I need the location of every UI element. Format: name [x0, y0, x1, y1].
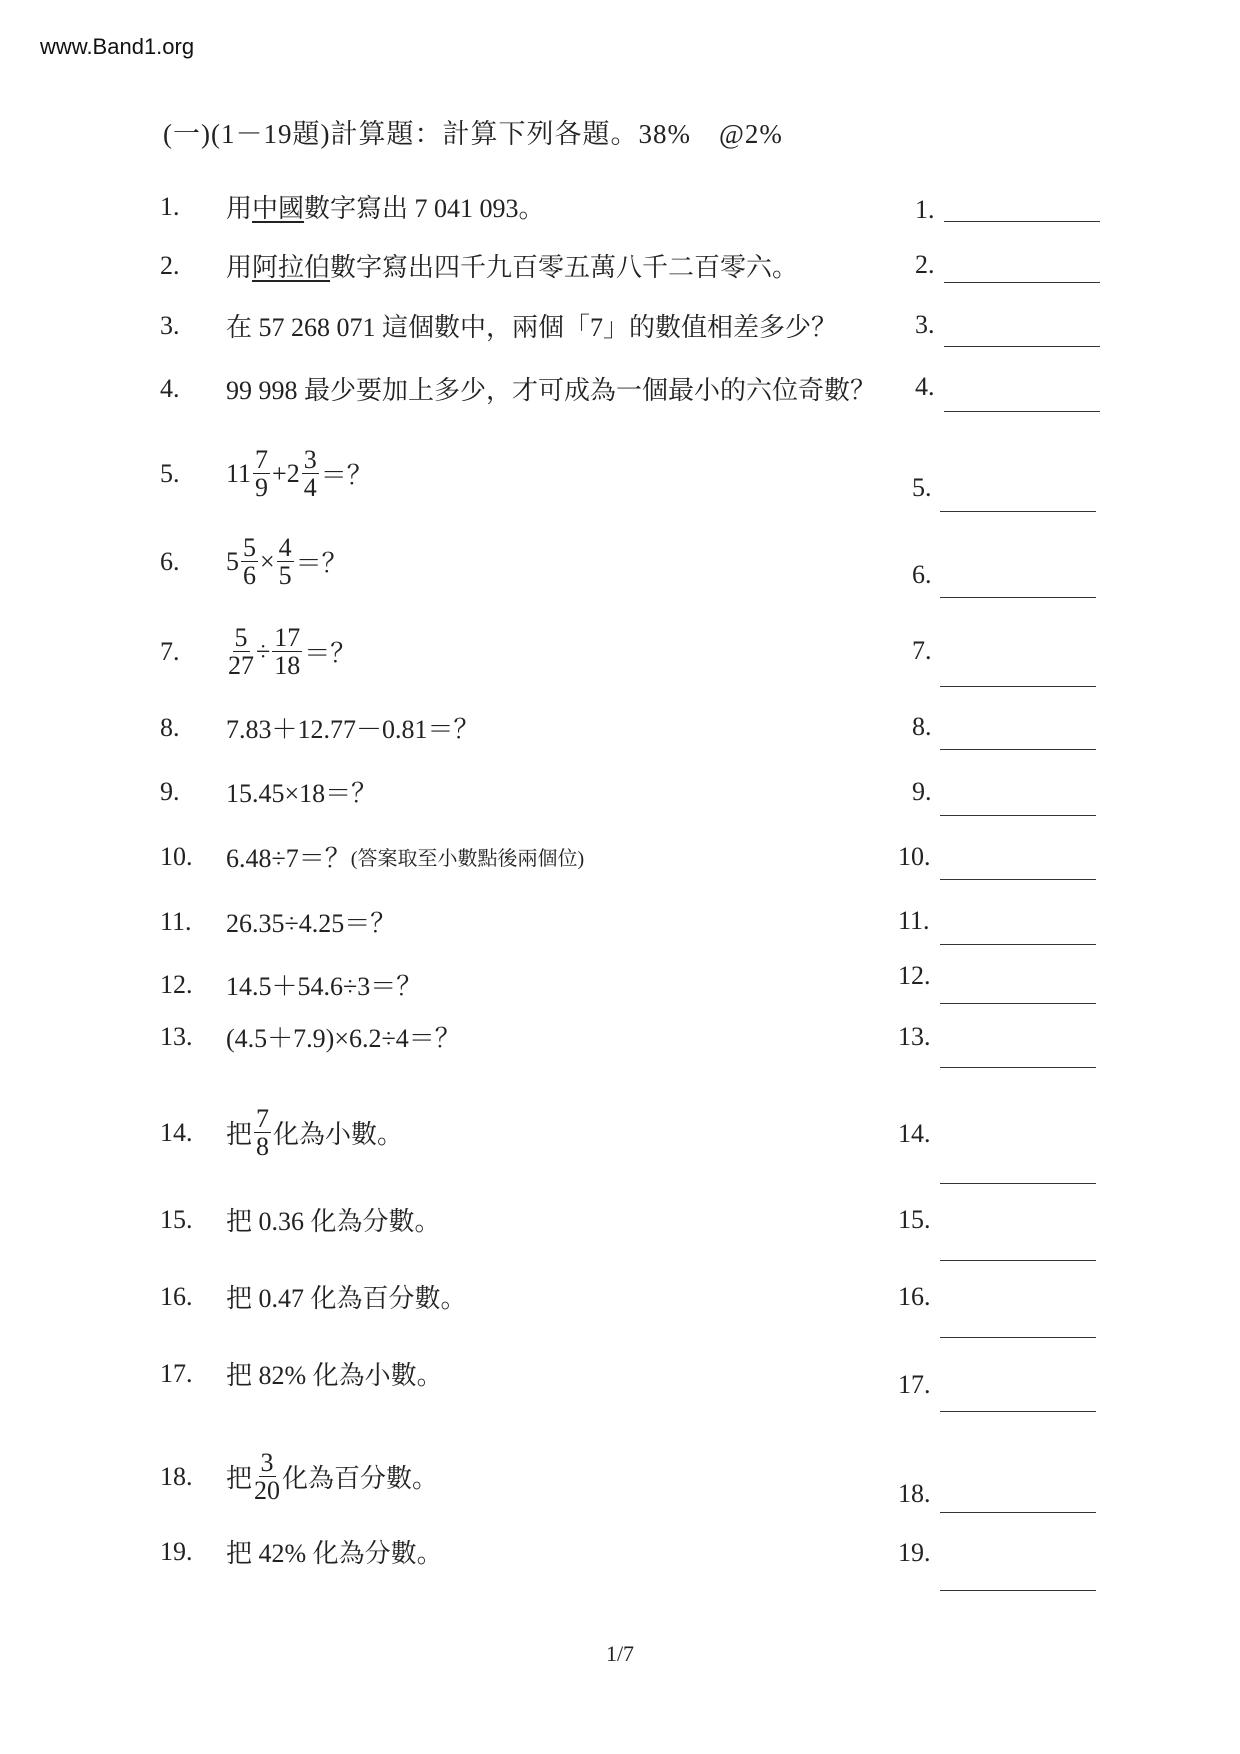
answer-blank-line[interactable]: [940, 1260, 1096, 1261]
answer-label: 6.: [912, 560, 932, 589]
text-segment: 6.48÷7＝？: [226, 844, 351, 873]
answer-blank-line[interactable]: [940, 879, 1096, 880]
text-segment: 14.5＋54.6÷3＝？: [226, 972, 423, 1001]
answer-blank-line[interactable]: [940, 1067, 1096, 1068]
text-segment: ×: [260, 546, 275, 576]
question-18: [160, 1449, 438, 1505]
question-text: [226, 1018, 461, 1055]
denominator: 4: [303, 473, 317, 503]
answer-label: 17.: [898, 1370, 931, 1399]
question-number: 12.: [160, 969, 193, 999]
question-8: [160, 709, 480, 746]
text-segment: 把 0.47 化為百分數。: [226, 1284, 467, 1313]
answer-label: 12.: [898, 961, 931, 990]
answer-label: 4.: [915, 372, 935, 401]
question-text: [226, 534, 348, 590]
text-segment: 把: [226, 1120, 253, 1150]
fraction: [272, 624, 302, 680]
numerator: 7: [255, 445, 269, 474]
denominator: 5: [278, 561, 292, 591]
page-number: 1/7: [605, 1641, 635, 1666]
numerator: 5: [243, 533, 256, 562]
fraction: [302, 446, 319, 502]
question-10: [160, 838, 584, 875]
text-segment: 化為小數。: [273, 1120, 404, 1150]
question-15: [160, 1201, 441, 1238]
answer-label: 1.: [915, 195, 935, 224]
question-number: 9.: [160, 776, 180, 806]
question-number: 2.: [160, 250, 180, 280]
question-text: [226, 446, 373, 502]
text-segment: 用: [226, 253, 253, 282]
answer-blank-line[interactable]: [940, 511, 1096, 512]
text-segment: ＝？: [320, 461, 373, 491]
question-number: 15.: [160, 1204, 193, 1234]
answer-blank-line[interactable]: [940, 1411, 1096, 1412]
question-1: [160, 188, 545, 225]
fraction: [254, 1105, 271, 1161]
answer-label: 11.: [898, 906, 930, 935]
question-text: [226, 1533, 443, 1570]
question-number: 19.: [160, 1536, 193, 1566]
question-9: [160, 773, 377, 810]
answer-blank-line[interactable]: [940, 815, 1096, 816]
question-text: [226, 709, 480, 746]
question-4: [160, 370, 876, 407]
denominator: 8: [256, 1132, 270, 1162]
answer-label: 18.: [898, 1479, 931, 1508]
text-segment: 化為百分數。: [282, 1464, 439, 1494]
numerator: 3: [303, 445, 317, 474]
text-segment: 數字寫出 7 041 093。: [304, 194, 545, 223]
question-6: [160, 534, 348, 590]
fraction: [228, 624, 254, 680]
denominator: 9: [255, 473, 269, 503]
question-number: 8.: [160, 712, 180, 742]
text-segment: ＝？: [304, 639, 357, 669]
question-13: [160, 1018, 461, 1055]
numerator: 5: [234, 623, 248, 652]
text-segment: (4.5＋7.9)×6.2÷4＝？: [226, 1024, 461, 1053]
answer-label: 14.: [898, 1119, 931, 1148]
answer-label: 7.: [912, 636, 932, 665]
text-segment: +2: [272, 458, 300, 488]
answer-label: 5.: [912, 473, 932, 502]
question-text: [226, 624, 356, 680]
question-number: 3.: [160, 310, 180, 340]
text-segment: 99 998 最少要加上多少，才可成為一個最小的六位奇數？: [226, 376, 877, 405]
question-16: [160, 1278, 467, 1315]
answer-label: 13.: [898, 1022, 931, 1051]
question-number: 13.: [160, 1021, 193, 1051]
question-text: [226, 370, 876, 407]
question-number: 4.: [160, 373, 180, 403]
text-segment: 用: [226, 194, 253, 223]
text-segment: 把 82% 化為小數。: [226, 1361, 443, 1390]
fraction: [241, 534, 258, 590]
question-text: [226, 247, 798, 284]
answer-blank-line[interactable]: [944, 346, 1100, 347]
text-segment: 5: [226, 546, 239, 576]
question-number: 6.: [160, 546, 180, 576]
numerator: 3: [260, 1448, 274, 1477]
question-text: [226, 1105, 403, 1161]
text-segment: 把 42% 化為分數。: [226, 1539, 443, 1568]
answer-blank-line[interactable]: [940, 597, 1096, 598]
numerator: 4: [278, 533, 292, 562]
question-number: 16.: [160, 1281, 193, 1311]
answer-label: 2.: [915, 250, 935, 279]
rounding-note: (答案取至小數點後兩個位): [350, 848, 585, 870]
answer-label: 3.: [915, 310, 935, 339]
question-text: [226, 188, 545, 225]
question-5: [160, 446, 373, 502]
text-segment: 把: [226, 1464, 253, 1494]
answer-label: 8.: [912, 712, 932, 741]
answer-blank-line[interactable]: [944, 221, 1100, 222]
question-number: 18.: [160, 1461, 193, 1491]
question-3: [160, 307, 837, 344]
question-text: [226, 773, 377, 810]
answer-label: 9.: [912, 777, 932, 806]
question-number: 7.: [160, 636, 180, 666]
text-segment: ÷: [256, 636, 271, 666]
text-segment: 26.35÷4.25＝？: [226, 909, 397, 938]
question-17: [160, 1355, 443, 1392]
question-text: [226, 1278, 467, 1315]
answer-blank-line[interactable]: [940, 1183, 1096, 1184]
question-2: [160, 247, 798, 284]
fraction: [253, 446, 270, 502]
denominator: 6: [243, 561, 256, 591]
text-segment: 7.83＋12.77－0.81＝？: [226, 715, 480, 744]
question-text: [226, 966, 422, 1003]
answer-blank-line[interactable]: [944, 411, 1100, 412]
text-segment: 15.45×18＝？: [226, 779, 378, 808]
question-12: [160, 966, 422, 1003]
question-number: 14.: [160, 1117, 193, 1147]
underlined-term: 阿拉伯: [252, 253, 331, 282]
question-text: [226, 1449, 438, 1505]
answer-blank-line[interactable]: [940, 1590, 1096, 1591]
answer-label: 16.: [898, 1282, 931, 1311]
question-number: 10.: [160, 841, 193, 871]
fraction: [254, 1449, 280, 1505]
answer-blank-line[interactable]: [940, 749, 1096, 750]
question-text: [226, 307, 837, 344]
numerator: 7: [256, 1104, 270, 1133]
denominator: 27: [228, 651, 254, 681]
fraction: [277, 534, 294, 590]
question-text: [226, 1355, 443, 1392]
answer-blank-line[interactable]: [940, 1512, 1096, 1513]
text-segment: ＝？: [295, 549, 348, 579]
answer-blank-line[interactable]: [940, 1337, 1096, 1338]
text-segment: 在 57 268 071 這個數中，兩個「7」的數值相差多少？: [226, 313, 838, 342]
question-number: 17.: [160, 1358, 193, 1388]
question-text: [226, 903, 396, 940]
text-segment: 數字寫出四千九百零五萬八千二百零六。: [330, 253, 799, 282]
denominator: 20: [254, 1476, 281, 1506]
question-11: [160, 903, 396, 940]
question-number: 5.: [160, 458, 180, 488]
question-text: [226, 838, 584, 875]
question-text: [226, 1201, 441, 1238]
underlined-term: 中國: [252, 194, 305, 223]
question-number: 1.: [160, 191, 180, 221]
question-19: [160, 1533, 443, 1570]
denominator: 18: [274, 651, 301, 681]
numerator: 17: [274, 623, 301, 652]
section-title: (一)(1－19題)計算題：計算下列各題。38% @2%: [163, 119, 783, 149]
answer-blank-line[interactable]: [940, 944, 1096, 945]
text-segment: 把 0.36 化為分數。: [226, 1207, 441, 1236]
question-7: [160, 624, 356, 680]
answer-blank-line[interactable]: [940, 686, 1096, 687]
question-number: 11.: [160, 906, 192, 936]
answer-label: 19.: [898, 1538, 931, 1567]
answer-label: 15.: [898, 1205, 931, 1234]
answer-label: 10.: [898, 842, 931, 871]
site-watermark: www.Band1.org: [40, 34, 195, 59]
answer-blank-line[interactable]: [940, 1003, 1096, 1004]
text-segment: 11: [226, 458, 252, 488]
answer-blank-line[interactable]: [944, 282, 1100, 283]
question-14: [160, 1105, 403, 1161]
